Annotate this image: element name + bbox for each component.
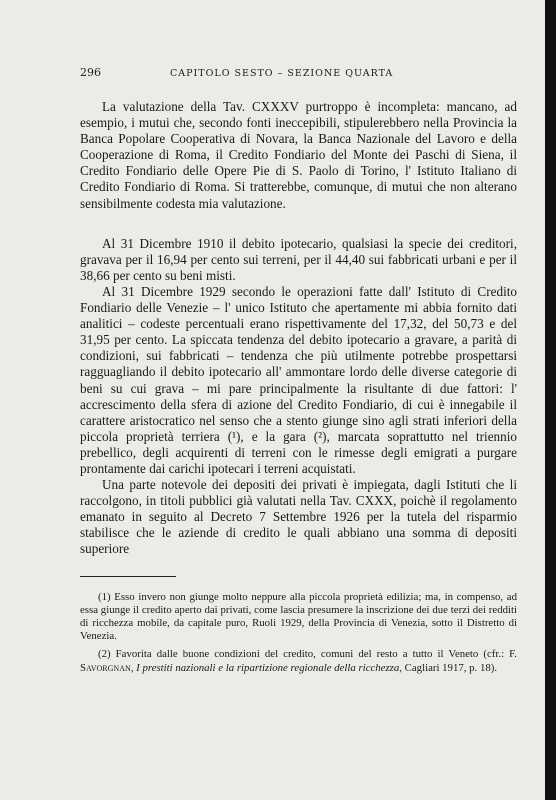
footnote-2-separator: , xyxy=(130,661,137,674)
footnotes xyxy=(80,591,517,675)
footnote-rule xyxy=(80,576,176,577)
page-header xyxy=(80,66,517,79)
paragraph: La valutazione della Tav. CXXXV purtroppo è incompleta: mancano, ad esempio, i mutui che, secondo fonti ineccepibili, stipulerebbero nella Provincia la Banca Popolare Cooperativa di Novara, la Banca Nazionale del Lavoro e della Cooperazione di Roma, il Credito Fondiario del Monte dei Paschi di Siena, il Credito Fondiario delle Opere Pie di S. Paolo di Torino, l' Istituto Italiano di Credito Fondiario di Roma. Si tratterebbe, comunque, di mutui che non alterano sensibilmente codesta mia valutazione. xyxy=(80,99,517,211)
paragraph: Una parte notevole dei depositi dei privati è impiegata, dagli Istituti che li raccolgono, in titoli pubblici già valutati nella Tav. CXXX, poichè il regolamento emanato in seguito al Decreto 7 Settembre 1926 per la tutela del risparmio stabilisce che le aziende di credito le quali abbiano una somma di depositi superiore xyxy=(80,477,517,557)
main-text xyxy=(80,99,517,558)
footnote-2-author: Savorgnan xyxy=(80,661,131,674)
paragraph: Al 31 Dicembre 1929 secondo le operazioni fatte dall' Istituto di Credito Fondiario delle Venezie – l' unico Istituto che apertamente mi abbia fornito dati analitici – codeste percentuali erano rispettivamente del 17,32, del 50,73 e del 31,95 per cento. La spiccata tendenza del debito ipotecario a gravare, a parità di condizioni, sui fabbricati – tendenza che più utilmente potrebbe prospettarsi ragguagliando il debito ipotecario all' ammontare lordo delle diverse categorie di beni su cui grava – mi pare principalmente la risultante di due fattori: l' accrescimento della sfera di azione del Credito Fondiario, di cui è innegabile il carattere aristocratico nel senso che a stento giunge sino agli strati inferiori della piccola proprietà terriera (¹), e la gara (²), marcata soprattutto nel triennio prebellico, degli acquirenti di terreni con le rimesse degli emigrati a purgare prontamente dai carichi ipotecari i terreni acquistati. xyxy=(80,283,517,476)
footnote-2-text: (2) Favorita dalle buone condizioni del credito, comuni del resto a tutto il Veneto (cfr.: F. xyxy=(98,648,517,661)
running-head: CAPITOLO SESTO – SEZIONE QUARTA xyxy=(170,68,394,79)
footnote-1: (1) Esso invero non giunge molto neppure alla piccola proprietà edilizia; ma, in compenso, ad essa giunge il credito aperto dai privati, come lascia presumere la inscrizione dei due terzi dei redditi di ricchezza mobile, da capitale puro, Ruoli 1929, della Provincia di Venezia, sotto il Distretto di Venezia. xyxy=(80,590,517,643)
footnote-2 xyxy=(80,648,517,674)
paragraph: Al 31 Dicembre 1910 il debito ipotecario, qualsiasi la specie dei creditori, gravava per il 16,94 per cento sui terreni, per il 44,40 sui fabbricati urbani e per il 38,66 per cento su beni misti. xyxy=(80,235,517,283)
footnote-2-citation: , Cagliari 1917, p. 18). xyxy=(399,661,498,674)
page-number: 296 xyxy=(80,66,101,79)
footnote-2-title: I prestiti nazionali e la ripartizione regionale della ricchezza xyxy=(136,661,400,674)
section-gap xyxy=(80,212,517,222)
scan-edge xyxy=(545,0,556,800)
